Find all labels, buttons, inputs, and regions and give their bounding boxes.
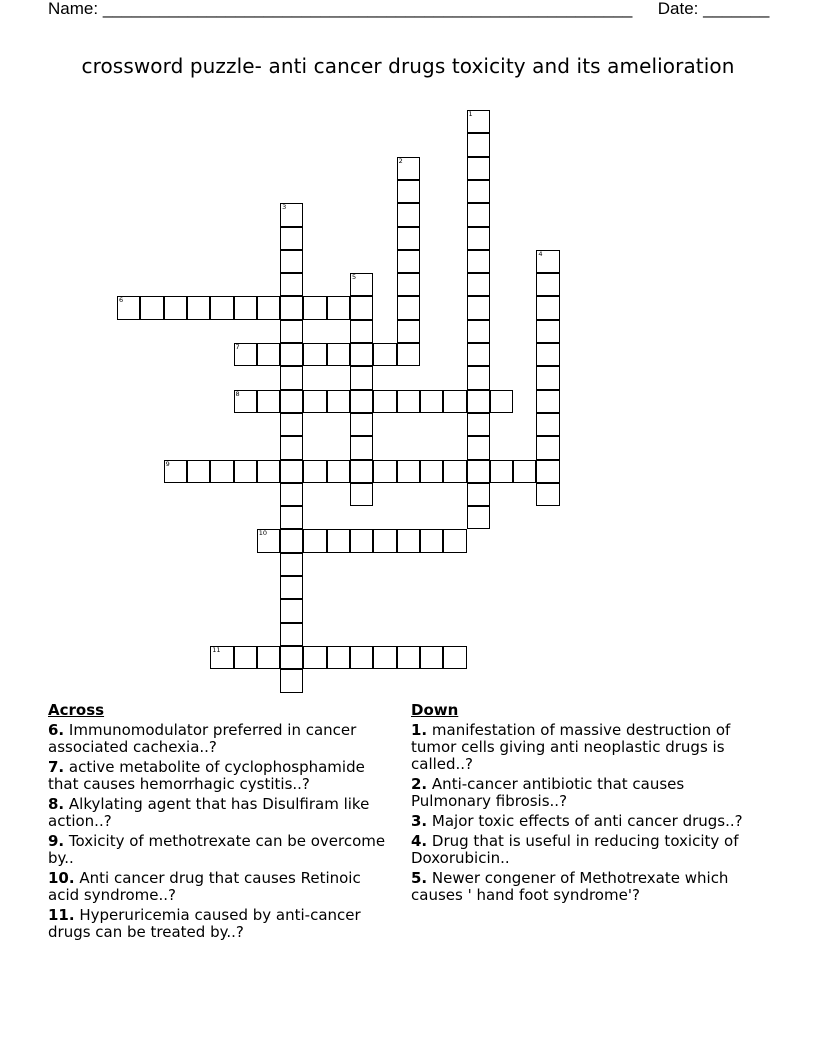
crossword-cell[interactable]: [350, 436, 373, 459]
across-clue: 7. active metabolite of cyclophosphamide that causes hemorrhagic cystitis..?: [48, 758, 365, 793]
crossword-cell[interactable]: [210, 646, 233, 669]
crossword-cell[interactable]: [397, 343, 420, 366]
crossword-cell[interactable]: [467, 366, 490, 389]
crossword-cell[interactable]: [327, 529, 350, 552]
crossword-cell[interactable]: [373, 646, 396, 669]
crossword-cell[interactable]: [397, 157, 420, 180]
crossword-cell[interactable]: [513, 460, 536, 483]
crossword-cell[interactable]: [467, 413, 490, 436]
down-clue: 2. Anti-cancer antibiotic that causes Pulmonary fibrosis..?: [411, 775, 685, 810]
crossword-cell[interactable]: [536, 343, 559, 366]
crossword-cell[interactable]: [257, 343, 280, 366]
crossword-cell[interactable]: [280, 390, 303, 413]
crossword-cell[interactable]: [490, 460, 513, 483]
crossword-cell[interactable]: [303, 529, 326, 552]
across-heading: Across: [48, 701, 105, 719]
crossword-cell[interactable]: [350, 413, 373, 436]
crossword-cell[interactable]: [280, 413, 303, 436]
crossword-cell[interactable]: [303, 343, 326, 366]
crossword-cell[interactable]: [536, 366, 559, 389]
crossword-cell[interactable]: [397, 646, 420, 669]
name-label: Name:: [48, 0, 99, 18]
crossword-cell[interactable]: [303, 646, 326, 669]
crossword-cell[interactable]: [467, 110, 490, 133]
crossword-cell[interactable]: [350, 320, 373, 343]
across-clue: 11. Hyperuricemia caused by anti-cancer drugs can be treated by..?: [48, 906, 361, 941]
crossword-cell[interactable]: [280, 296, 303, 319]
clue-number: 3: [282, 203, 287, 212]
crossword-cell[interactable]: [257, 646, 280, 669]
crossword-cell[interactable]: [350, 273, 373, 296]
crossword-cell[interactable]: [303, 390, 326, 413]
clue-number: 7: [235, 343, 240, 351]
name-blank[interactable]: ________________________________________________________: [102, 0, 633, 18]
crossword-cell[interactable]: [350, 296, 373, 319]
crossword-cell[interactable]: [397, 203, 420, 226]
crossword-cell[interactable]: [327, 296, 350, 319]
crossword-cell[interactable]: [234, 296, 257, 319]
crossword-cell[interactable]: [467, 273, 490, 296]
crossword-cell[interactable]: [234, 646, 257, 669]
crossword-cell[interactable]: [327, 460, 350, 483]
crossword-cell[interactable]: [397, 227, 420, 250]
down-clue: 5. Newer congener of Methotrexate which causes ' hand foot syndrome'?: [411, 869, 729, 904]
crossword-cell[interactable]: [164, 460, 187, 483]
crossword-cell[interactable]: [210, 296, 233, 319]
crossword-cell[interactable]: [327, 390, 350, 413]
crossword-cell[interactable]: [536, 390, 559, 413]
crossword-cell[interactable]: [536, 483, 559, 506]
crossword-cell[interactable]: [536, 413, 559, 436]
crossword-cell[interactable]: [280, 250, 303, 273]
clue-number: 1: [468, 110, 473, 118]
crossword-cell[interactable]: [327, 343, 350, 366]
crossword-cell[interactable]: [536, 320, 559, 343]
crossword-cell[interactable]: [280, 646, 303, 669]
crossword-cell[interactable]: [350, 646, 373, 669]
across-clue: 8. Alkylating agent that has Disulfiram like action..?: [48, 795, 370, 830]
crossword-cell[interactable]: [257, 296, 280, 319]
crossword-cell[interactable]: [443, 646, 466, 669]
clue-number: 10: [258, 529, 268, 538]
across-clue: 9. Toxicity of methotrexate can be overcome by..: [48, 832, 386, 867]
crossword-cell[interactable]: [467, 157, 490, 180]
crossword-cell[interactable]: [280, 203, 303, 226]
crossword-cell[interactable]: [536, 296, 559, 319]
crossword-cell[interactable]: [443, 390, 466, 413]
down-heading: Down: [411, 701, 459, 719]
crossword-cell[interactable]: [536, 460, 559, 483]
date-label: Date:: [657, 0, 699, 18]
crossword-cell[interactable]: [303, 296, 326, 319]
crossword-cell[interactable]: [257, 460, 280, 483]
crossword-cell[interactable]: [280, 343, 303, 366]
crossword-cell[interactable]: [467, 250, 490, 273]
across-clues: [48, 700, 393, 944]
crossword-cell[interactable]: [420, 460, 443, 483]
crossword-cell[interactable]: [280, 506, 303, 529]
crossword-cell[interactable]: [467, 506, 490, 529]
crossword-cell[interactable]: [420, 529, 443, 552]
crossword-cell[interactable]: [397, 273, 420, 296]
crossword-cell[interactable]: [467, 133, 490, 156]
crossword-cell[interactable]: [350, 460, 373, 483]
crossword-cell[interactable]: [234, 343, 257, 366]
crossword-cell[interactable]: [350, 390, 373, 413]
crossword-cell[interactable]: [397, 296, 420, 319]
crossword-cell[interactable]: [490, 390, 513, 413]
crossword-cell[interactable]: [420, 390, 443, 413]
crossword-cell[interactable]: [350, 366, 373, 389]
crossword-cell[interactable]: [280, 227, 303, 250]
crossword-cell[interactable]: [420, 646, 443, 669]
clue-number: 8: [235, 389, 240, 398]
down-clues: [411, 700, 756, 907]
crossword-cell[interactable]: [467, 460, 490, 483]
crossword-cell[interactable]: [350, 343, 373, 366]
crossword-cell[interactable]: [373, 343, 396, 366]
down-clue: 4. Drug that is useful in reducing toxicity of Doxorubicin..: [411, 832, 739, 867]
crossword-cell[interactable]: [280, 529, 303, 552]
crossword-cell[interactable]: [350, 529, 373, 552]
crossword-cell[interactable]: [467, 320, 490, 343]
crossword-cell[interactable]: [373, 390, 396, 413]
crossword-cell[interactable]: [397, 460, 420, 483]
crossword-cell[interactable]: [280, 669, 303, 692]
crossword-cell[interactable]: [280, 273, 303, 296]
crossword-cell[interactable]: [303, 460, 326, 483]
crossword-cell[interactable]: [187, 460, 210, 483]
crossword-cell[interactable]: [397, 320, 420, 343]
crossword-cell[interactable]: [373, 529, 396, 552]
crossword-cell[interactable]: [536, 250, 559, 273]
crossword-cell[interactable]: [327, 646, 350, 669]
clue-number: 9: [165, 459, 170, 468]
down-clue: 3. Major toxic effects of anti cancer drugs..?: [411, 812, 743, 830]
clue-number: 11: [212, 645, 221, 654]
crossword-cell[interactable]: [467, 180, 490, 203]
crossword-cell[interactable]: [397, 529, 420, 552]
crossword-cell[interactable]: [467, 390, 490, 413]
crossword-cell[interactable]: [280, 483, 303, 506]
crossword-cell[interactable]: [536, 436, 559, 459]
crossword-cell[interactable]: [280, 460, 303, 483]
down-clue: 1. manifestation of massive destruction of tumor cells giving anti neoplastic drugs is called..?: [411, 721, 731, 773]
crossword-cell[interactable]: [280, 553, 303, 576]
crossword-cell[interactable]: [397, 250, 420, 273]
crossword-cell[interactable]: [280, 623, 303, 646]
crossword-cell[interactable]: [397, 390, 420, 413]
date-blank[interactable]: _______: [703, 0, 770, 18]
clue-number: 2: [398, 156, 403, 165]
crossword-cell[interactable]: [164, 296, 187, 319]
crossword-cell[interactable]: [467, 343, 490, 366]
clue-number: 4: [538, 249, 543, 258]
crossword-cell[interactable]: [210, 460, 233, 483]
crossword-cell[interactable]: [467, 483, 490, 506]
clue-number: 6: [119, 296, 124, 305]
page-title: crossword puzzle- anti cancer drugs toxicity and its amelioration: [81, 54, 735, 78]
crossword-cell[interactable]: [443, 460, 466, 483]
crossword-cell[interactable]: [140, 296, 163, 319]
clue-number: 5: [352, 273, 357, 282]
crossword-cell[interactable]: [536, 273, 559, 296]
crossword-cell[interactable]: [467, 203, 490, 226]
crossword-cell[interactable]: [280, 436, 303, 459]
crossword-cell[interactable]: [350, 483, 373, 506]
crossword-cell[interactable]: [397, 180, 420, 203]
crossword-cell[interactable]: [373, 460, 396, 483]
crossword-cell[interactable]: [467, 227, 490, 250]
crossword-cell[interactable]: [257, 390, 280, 413]
crossword-cell[interactable]: [234, 460, 257, 483]
crossword-cell[interactable]: [467, 436, 490, 459]
crossword-cell[interactable]: [467, 296, 490, 319]
crossword-cell[interactable]: [280, 599, 303, 622]
across-clue: 6. Immunomodulator preferred in cancer associated cachexia..?: [48, 721, 357, 756]
crossword-cell[interactable]: [117, 296, 140, 319]
across-clue: 10. Anti cancer drug that causes Retinoic acid syndrome..?: [48, 869, 361, 904]
crossword-cell[interactable]: [280, 576, 303, 599]
crossword-cell[interactable]: [280, 320, 303, 343]
crossword-cell[interactable]: [280, 366, 303, 389]
crossword-cell[interactable]: [443, 529, 466, 552]
crossword-cell[interactable]: [234, 390, 257, 413]
crossword-cell[interactable]: [187, 296, 210, 319]
crossword-cell[interactable]: [257, 529, 280, 552]
